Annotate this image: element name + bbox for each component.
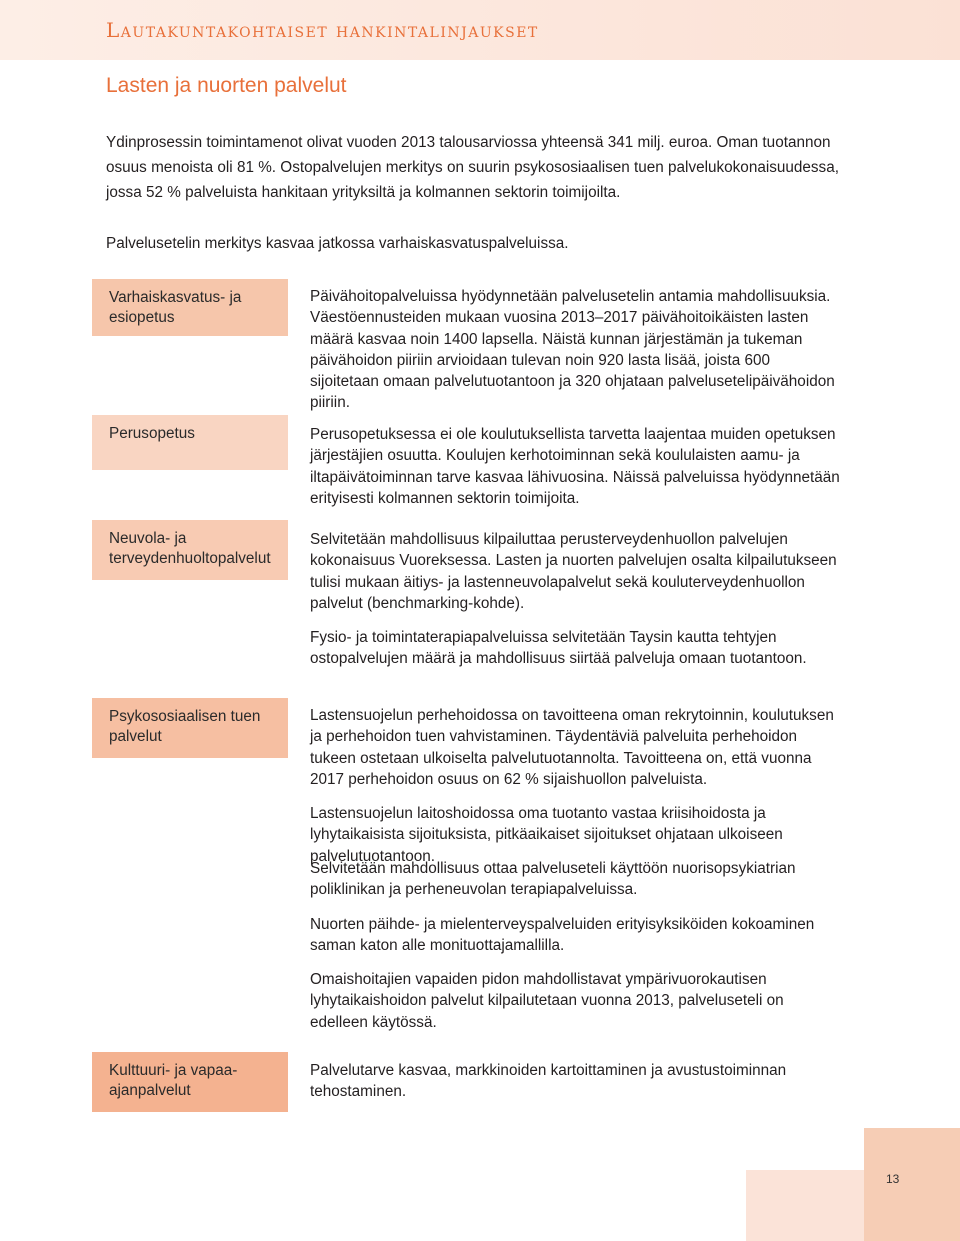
page-title: Lautakuntakohtaiset hankintalinjaukset bbox=[106, 18, 539, 42]
section-text: Lastensuojelun perhehoidossa on tavoitteena oman rekrytoinnin, koulutuksen ja perhehoidon tuen vahvistaminen. Täydentäviä palveluita perhehoidon tukeen ostetaan ulkoiselta palvelutuotannolta. Tavoitteena on, että vuonna 2017 perhehoidon osuus on 62 % sijaishuollon palveluista. bbox=[310, 707, 834, 788]
page-number: 13 bbox=[886, 1172, 900, 1186]
section-subtitle: Lasten ja nuorten palvelut bbox=[106, 74, 347, 97]
lead-sentence: Palvelusetelin merkitys kasvaa jatkossa varhaiskasvatuspalveluissa. bbox=[106, 235, 569, 252]
section-text: Nuorten päihde- ja mielenterveyspalveluiden erityisyksiköiden kokoaminen saman katon alle monituottajamallilla. bbox=[310, 916, 815, 955]
category-neuvola: Neuvola- ja terveydenhuoltopalvelut bbox=[92, 520, 288, 580]
section-text: Fysio- ja toimintaterapiapalveluissa selvitetään Taysin kautta tehtyjen ostopalvelujen määrä ja mahdollisuus siirtää palveluja omaan tuotantoon. bbox=[310, 629, 807, 668]
category-varhaiskasvatus: Varhaiskasvatus- ja esiopetus bbox=[92, 279, 288, 336]
category-perusopetus: Perusopetus bbox=[92, 415, 288, 470]
decorative-block bbox=[746, 1170, 864, 1241]
section-text: Päivähoitopalveluissa hyödynnetään palvelusetelin antamia mahdollisuuksia. Väestöennusteiden mukaan vuosina 2013–2017 päivähoitoikäisten lasten määrä kasvaa noin 1400 lapsella. Näistä kunnan järjestämän ja tukeman päivähoidon piiriin arvioidaan tulevan noin 920 lasta lisää, joista 600 sijoitetaan omaan palvelutuotantoon ja 320 ohjataan palvelusetelipäivähoidon piiriin. bbox=[310, 288, 835, 412]
section-text: Lastensuojelun laitoshoidossa oma tuotanto vastaa kriisihoidosta ja lyhytaikaisista sijoituksista, pitkäaikaiset sijoitukset ohjataan ulkoiseen palvelutuotantoon. bbox=[310, 805, 783, 865]
intro-paragraph: Ydinprosessin toimintamenot olivat vuoden 2013 talousarviossa yhteensä 341 milj. euroa. Oman tuotannon osuus menoista oli 81 %. Ostopalvelujen merkitys on suurin psykososiaalisen tuen palvelukokonaisuudessa, jossa 52 % palveluista hankitaan yrityksiltä ja kolmannen sektorin toimijoilta. bbox=[106, 134, 839, 201]
section-text: Omaishoitajien vapaiden pidon mahdollistavat ympärivuorokautisen lyhytaikaishoidon palvelut kilpailutetaan vuonna 2013, palveluseteli on edelleen käytössä. bbox=[310, 971, 784, 1031]
section-text: Perusopetuksessa ei ole koulutuksellista tarvetta laajentaa muiden opetuksen järjestäjien osuutta. Koulujen kerhotoiminnan sekä koululaisten aamu- ja iltapäivätoiminnan tarve kasvaa lähivuosina. Näissä palveluissa hyödynnetään erityisesti kolmannen sektorin toimijoita. bbox=[310, 426, 840, 507]
decorative-block bbox=[864, 1128, 960, 1241]
section-text: Selvitetään mahdollisuus kilpailuttaa perusterveydenhuollon palvelujen kokonaisuus Vuoreksessa. Lasten ja nuorten palvelujen osalta kilpailutukseen tulisi mukaan äitiys- ja lastenneuvolapalvelut sekä kouluterveydenhuollon palvelut (benchmarking-kohde). bbox=[310, 531, 837, 612]
section-text: Palvelutarve kasvaa, markkinoiden kartoittaminen ja avustustoiminnan tehostaminen. bbox=[310, 1062, 787, 1101]
category-psykososiaalinen: Psykososiaalisen tuen palvelut bbox=[92, 698, 288, 758]
category-kulttuuri: Kulttuuri- ja vapaa-ajanpalvelut bbox=[92, 1052, 288, 1112]
section-text: Selvitetään mahdollisuus ottaa palveluseteli käyttöön nuorisopsykiatrian poliklinikan ja perheneuvolan terapiapalveluissa. bbox=[310, 860, 796, 899]
